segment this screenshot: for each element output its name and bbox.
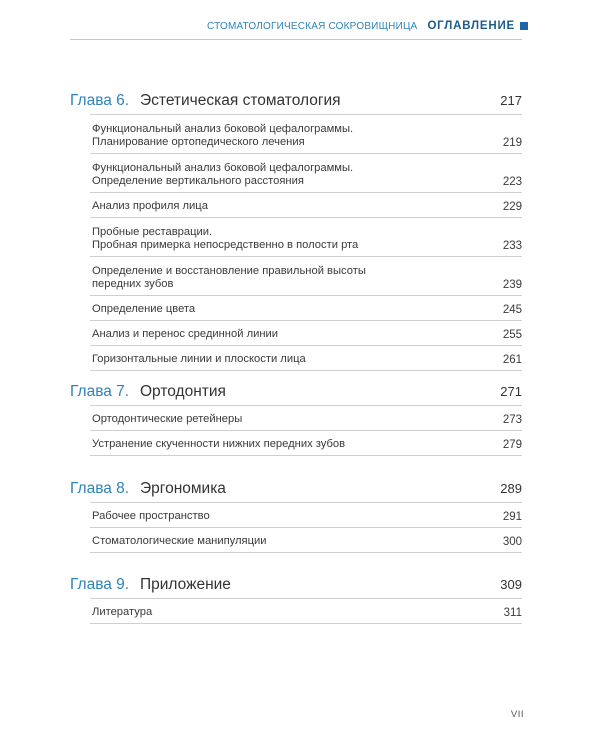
toc-entry[interactable] <box>90 599 522 624</box>
entry-title: Функциональный анализ боковой цефалограммы. Планирование ортопедического лечения <box>92 123 354 148</box>
chapter-page: 289 <box>500 481 522 496</box>
toc-entry[interactable] <box>90 257 522 296</box>
entry-page: 239 <box>502 279 522 291</box>
entry-title: Пробные реставрации. Пробная примерка непосредственно в полости рта <box>92 226 359 251</box>
entry-page: 291 <box>502 511 522 523</box>
chapter-8 <box>70 478 522 553</box>
chapter-number: Глава 9. <box>70 576 130 593</box>
chapter-heading[interactable] <box>70 90 522 114</box>
entry-page: 245 <box>502 304 522 316</box>
entry-title: Литература <box>92 606 153 618</box>
header-rule <box>70 39 522 40</box>
book-title: СТОМАТОЛОГИЧЕСКАЯ СОКРОВИЩНИЦА <box>207 20 418 32</box>
toc-entry[interactable] <box>90 321 522 346</box>
toc-entry[interactable] <box>90 115 522 154</box>
running-header <box>70 18 522 40</box>
entry-list <box>90 405 522 456</box>
square-icon <box>520 22 528 30</box>
entry-list <box>90 502 522 553</box>
section-title: ОГЛАВЛЕНИЕ <box>427 20 515 32</box>
entry-page: 279 <box>502 439 522 451</box>
header-text <box>207 20 528 32</box>
chapter-title: Эстетическая стоматология <box>140 92 341 109</box>
chapter-heading[interactable] <box>70 478 522 502</box>
chapter-title: Эргономика <box>140 480 226 497</box>
toc-entry[interactable] <box>90 193 522 218</box>
entry-list <box>90 598 522 624</box>
chapter-page: 309 <box>500 577 522 592</box>
page-number: VII <box>510 709 524 720</box>
chapter-9 <box>70 574 522 624</box>
entry-page: 229 <box>502 201 522 213</box>
entry-page: 261 <box>502 354 522 366</box>
chapter-title: Ортодонтия <box>140 383 226 400</box>
chapter-number: Глава 8. <box>70 480 130 497</box>
entry-title: Горизонтальные линии и плоскости лица <box>92 353 306 365</box>
chapter-number: Глава 6. <box>70 92 130 109</box>
entry-list <box>90 114 522 371</box>
chapter-page: 271 <box>500 384 522 399</box>
chapter-7 <box>70 381 522 456</box>
toc-entry[interactable] <box>90 528 522 553</box>
entry-page: 223 <box>502 176 522 188</box>
toc-entry[interactable] <box>90 346 522 371</box>
entry-page: 255 <box>502 329 522 341</box>
entry-title: Определение цвета <box>92 303 196 315</box>
chapter-page: 217 <box>500 93 522 108</box>
entry-page: 311 <box>503 607 522 619</box>
chapter-heading[interactable] <box>70 381 522 405</box>
entry-title: Ортодонтические ретейнеры <box>92 413 243 425</box>
entry-page: 300 <box>502 536 522 548</box>
toc-entry[interactable] <box>90 431 522 456</box>
toc-entry[interactable] <box>90 406 522 431</box>
chapter-heading[interactable] <box>70 574 522 598</box>
entry-title: Определение и восстановление правильной высоты передних зубов <box>92 265 366 290</box>
toc-entry[interactable] <box>90 218 522 257</box>
chapter-number: Глава 7. <box>70 383 130 400</box>
toc-entry[interactable] <box>90 154 522 193</box>
toc-entry[interactable] <box>90 503 522 528</box>
entry-title: Устранение скученности нижних передних зубов <box>92 438 346 450</box>
entry-title: Анализ и перенос срединной линии <box>92 328 279 340</box>
chapter-6 <box>70 90 522 371</box>
entry-page: 273 <box>502 414 522 426</box>
entry-title: Рабочее пространство <box>92 510 210 522</box>
entry-title: Анализ профиля лица <box>92 200 208 212</box>
entry-page: 233 <box>502 240 522 252</box>
toc-entry[interactable] <box>90 296 522 321</box>
chapter-title: Приложение <box>140 576 231 593</box>
entry-title: Функциональный анализ боковой цефалограммы. Определение вертикального расстояния <box>92 162 354 187</box>
entry-page: 219 <box>502 137 522 149</box>
entry-title: Стоматологические манипуляции <box>92 535 267 547</box>
